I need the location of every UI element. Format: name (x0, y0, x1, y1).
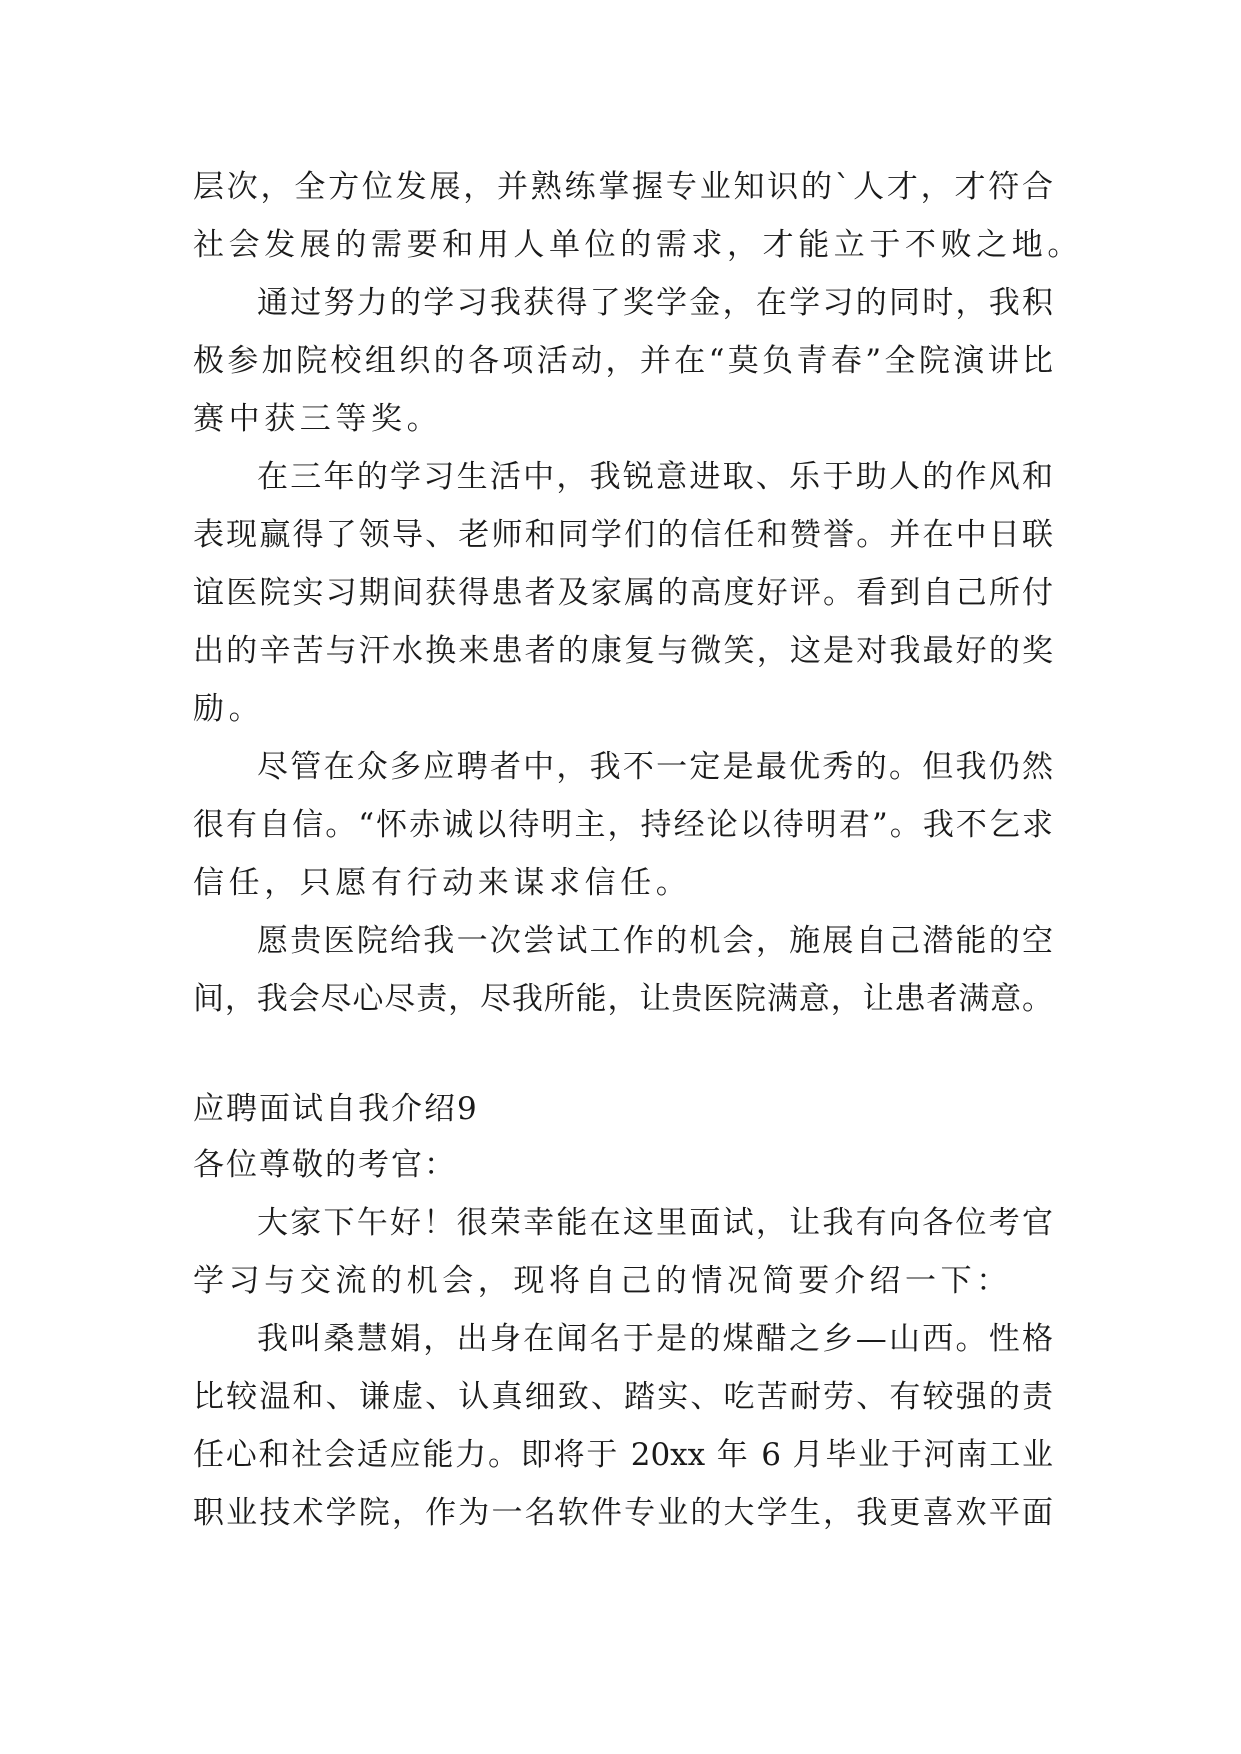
body-line: 谊医院实习期间获得患者及家属的高度好评。看到自己所付 (193, 575, 1053, 611)
paragraph-first-line: 我叫桑慧娟，出身在闻名于是的煤醋之乡—山西。性格 (257, 1321, 1053, 1357)
body-line: 信任，只愿有行动来谋求信任。 (193, 865, 692, 901)
paragraph-first-line: 愿贵医院给我一次尝试工作的机会，施展自己潜能的空 (257, 923, 1053, 959)
body-line: 极参加院校组织的各项活动，并在“莫负青春”全院演讲比 (193, 343, 1053, 379)
body-line: 社会发展的需要和用人单位的需求，才能立于不败之地。 (193, 227, 1083, 263)
section-heading: 应聘面试自我介绍9 (193, 1091, 479, 1127)
body-line: 任心和社会适应能力。即将于 20xx 年 6 月毕业于河南工业 (193, 1437, 1053, 1473)
paragraph-first-line: 尽管在众多应聘者中，我不一定是最优秀的。但我仍然 (257, 749, 1053, 785)
body-line: 学习与交流的机会，现将自己的情况简要介绍一下： (193, 1263, 1012, 1299)
body-line: 赛中获三等奖。 (193, 401, 443, 437)
salutation: 各位尊敬的考官： (193, 1147, 457, 1183)
body-line: 很有自信。“怀赤诚以待明主，持经论以待明君”。我不乞求 (193, 807, 1053, 843)
body-line: 励。 (193, 691, 265, 727)
body-line: 比较温和、谦虚、认真细致、踏实、吃苦耐劳、有较强的责 (193, 1379, 1053, 1415)
paragraph-first-line: 在三年的学习生活中，我锐意进取、乐于助人的作风和 (257, 459, 1053, 495)
body-line: 表现赢得了领导、老师和同学们的信任和赞誉。并在中日联 (193, 517, 1053, 553)
paragraph-first-line: 通过努力的学习我获得了奖学金，在学习的同时，我积 (257, 285, 1053, 321)
body-line: 间，我会尽心尽责，尽我所能，让贵医院满意，让患者满意。 (193, 981, 1053, 1017)
body-line: 层次，全方位发展，并熟练掌握专业知识的`人才，才符合 (193, 169, 1053, 205)
body-line: 职业技术学院，作为一名软件专业的大学生，我更喜欢平面 (193, 1495, 1053, 1531)
body-line: 出的辛苦与汗水换来患者的康复与微笑，这是对我最好的奖 (193, 633, 1053, 669)
paragraph-first-line: 大家下午好！很荣幸能在这里面试，让我有向各位考官 (257, 1205, 1053, 1241)
